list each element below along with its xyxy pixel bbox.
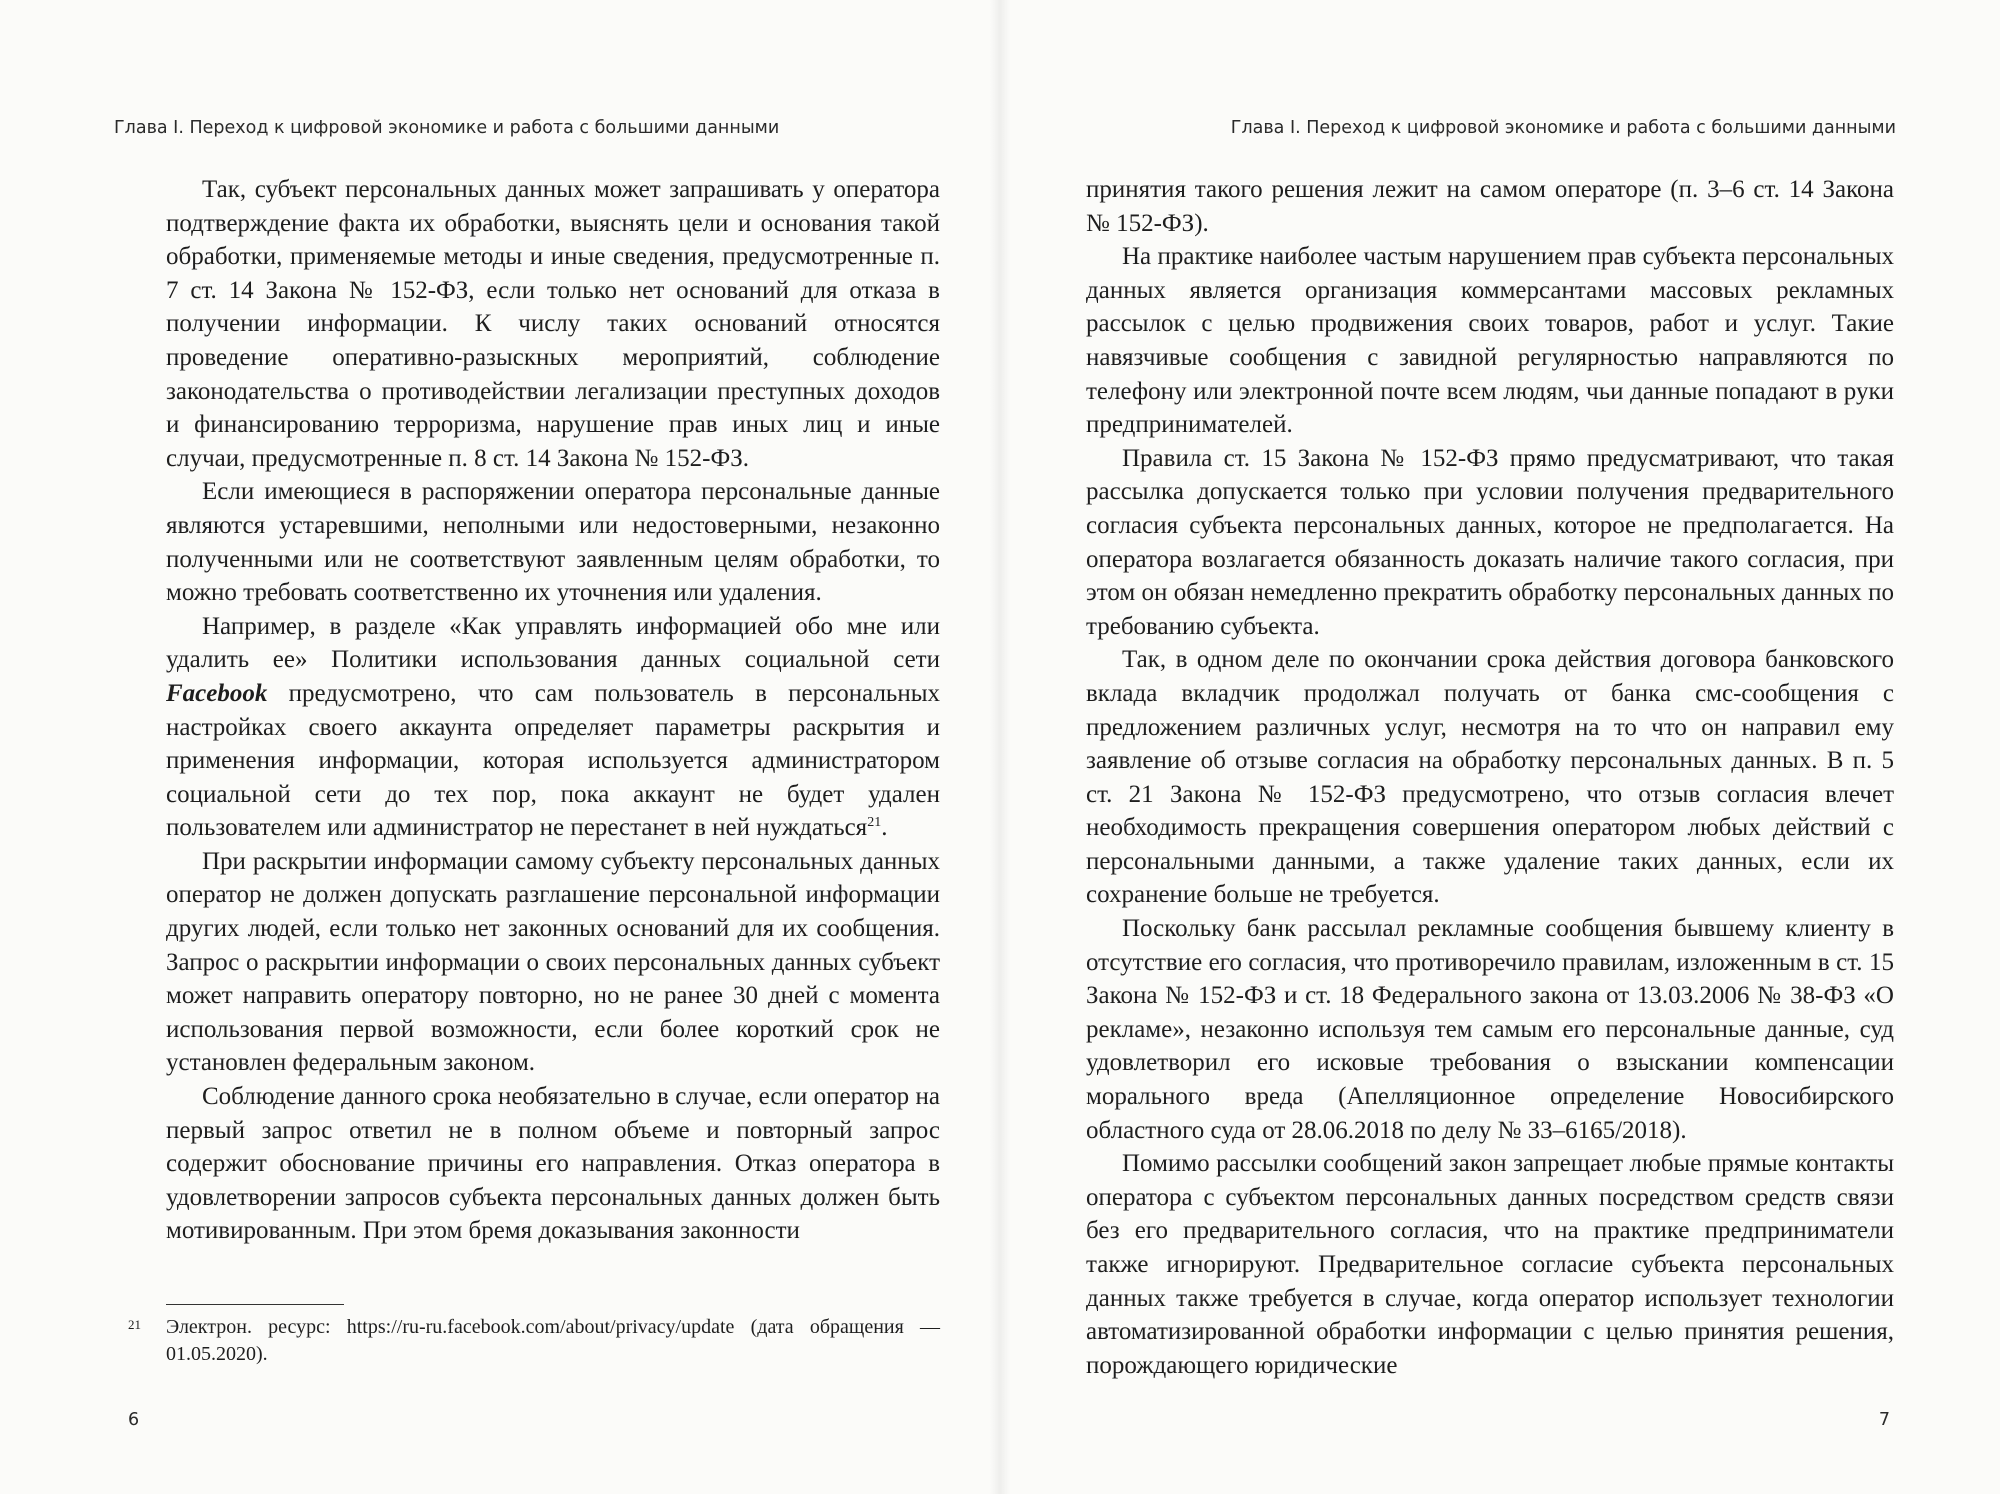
paragraph [166, 610, 940, 845]
body-text [166, 173, 940, 1248]
text-segment: Например, в разделе «Как управлять информацией обо мне или удалить ее» Политики использования данных социальной сети [166, 612, 940, 674]
book-gutter [990, 0, 1010, 1494]
paragraph: Правила ст. 15 Закона № 152-ФЗ прямо предусматривают, что такая рассылка допускается только при условии получения предварительного согласия субъекта персональных данных, которое не предполагается. На оператора возлагается обязанность доказать наличие такого согласия, при этом он обязан немедленно прекратить обработку персональных данных по требованию субъекта. [1086, 444, 1894, 640]
brand-name: Facebook [166, 679, 268, 707]
page-number: 7 [1878, 1410, 1890, 1430]
footnote [128, 1314, 940, 1368]
paragraph-continuation: принятия такого решения лежит на самом операторе (п. 3–6 ст. 14 Закона № 152-ФЗ). [1086, 176, 1894, 237]
body-text [1086, 173, 1894, 1382]
paragraph: Соблюдение данного срока необязательно в случае, если оператор на первый запрос ответил не в полном объеме и повторный запрос содержит обоснование причины его направления. Отказ оператора в удовлетворении запросов субъекта персональных данных должен быть мотивированным. При этом бремя доказывания законности [166, 1083, 940, 1245]
paragraph: Так, субъект персональных данных может запрашивать у оператора подтверждение факта их обработки, выяснять цели и основания такой обработки, применяемые методы и иные сведения, предусмотренные п. 7 ст. 14 Закона № 152-ФЗ, если только нет оснований для отказа в получении информации. К числу таких оснований относятся проведение оперативно-разыскных мероприятий, соблюдение законодательства о противодействии легализации преступных доходов и финансированию терроризма, нарушение прав иных лиц и иные случаи, предусмотренные п. 8 ст. 14 Закона № 152-ФЗ. [166, 176, 940, 472]
running-header: Глава I. Переход к цифровой экономике и работа с большими данными [114, 118, 780, 138]
page-number: 6 [128, 1410, 140, 1430]
paragraph: Поскольку банк рассылал рекламные сообщения бывшему клиенту в отсутствие его согласия, что противоречило правилам, изложенным в ст. 15 Закона № 152-ФЗ и ст. 18 Федерального закона от 13.03.2006 № 38-ФЗ «О рекламе», незаконно используя тем самым его персональные данные, суд удовлетворил его исковые требования о взыскании компенсации морального вреда (Апелляционное определение Новосибирского областного суда от 28.06.2018 по делу № 33–6165/2018). [1086, 915, 1894, 1144]
paragraph: При раскрытии информации самому субъекту персональных данных оператор не должен допускать разглашение персональной информации других людей, если только нет законных оснований для их сообщения. Запрос о раскрытии информации о своих персональных данных субъект может направить оператору повторно, но не ранее 30 дней с момента использования первой возможности, если более короткий срок не установлен федеральным законом. [166, 847, 940, 1077]
running-header: Глава I. Переход к цифровой экономике и работа с большими данными [1230, 118, 1896, 138]
footnote-number: 21 [128, 1317, 141, 1332]
paragraph: Если имеющиеся в распоряжении оператора персональные данные являются устаревшими, неполными или недостоверными, незаконно полученными или не соответствуют заявленным целям обработки, то можно требовать соответственно их уточнения или удаления. [166, 478, 940, 607]
right-page [1000, 0, 2000, 1494]
text-segment: предусмотрено, что сам пользователь в персональных настройках своего аккаунта определяет параметры раскрытия и применения информации, которая используется администратором социальной сети до тех пор, пока аккаунт не будет удален пользователем или администратор не перестанет в ней нуждаться [166, 679, 940, 842]
paragraph: Так, в одном деле по окончании срока действия договора банковского вклада вкладчик продолжал получать от банка смс-сообщения с предложением различных услуг, несмотря на то что он направил ему заявление об отзыве согласия на обработку персональных данных. В п. 5 ст. 21 Закона № 152-ФЗ предусмотрено, что отзыв согласия влечет необходимость прекращения совершения оператором любых действий с персональными данными, а также удаление таких данных, если их сохранение больше не требуется. [1086, 646, 1894, 909]
footnote-divider [166, 1304, 344, 1305]
paragraph: Помимо рассылки сообщений закон запрещает любые прямые контакты оператора с субъектом персональных данных посредством средств связи без его предварительного согласия, что на практике предприниматели также игнорируют. Предварительное согласие субъекта персональных данных также требуется в случае, когда оператор использует технологии автоматизированной обработки информации с целью принятия решения, порождающего юридические [1086, 1150, 1894, 1379]
footnote-ref[interactable]: 21 [867, 815, 882, 831]
footnote-text: Электрон. ресурс: https://ru-ru.facebook.com/about/privacy/update (дата обращения — 01.05.2020). [166, 1316, 940, 1365]
text-segment: . [881, 814, 888, 842]
paragraph: На практике наиболее частым нарушением прав субъекта персональных данных является организация коммерсантами массовых рекламных рассылок с целью продвижения своих товаров, работ и услуг. Такие навязчивые сообщения с завидной регулярностью направляются по телефону или электронной почте всем людям, чьи данные попадают в руки предпринимателей. [1086, 243, 1894, 439]
